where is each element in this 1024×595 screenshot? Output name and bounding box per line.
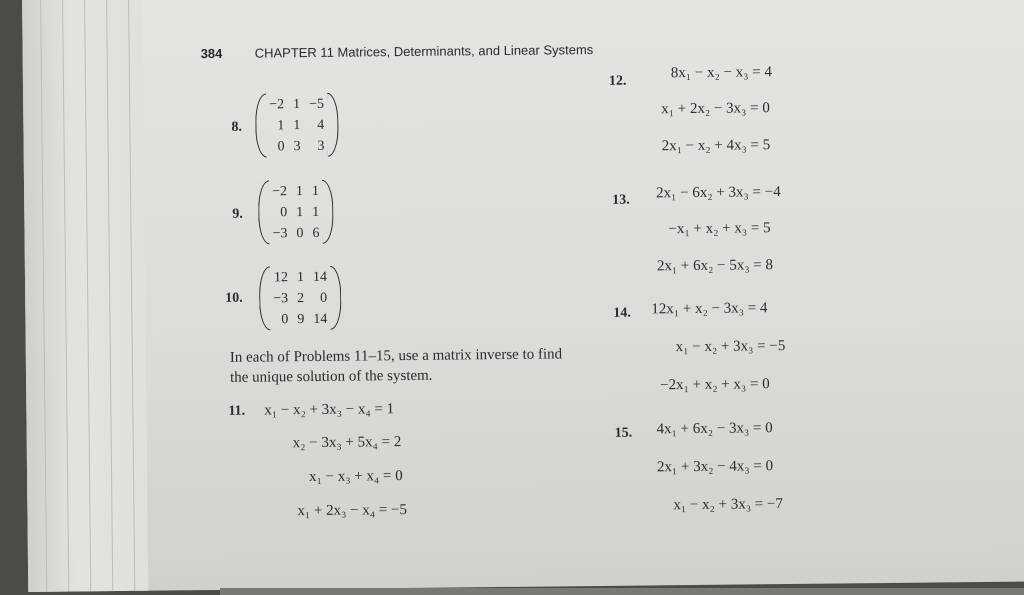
page-bottom-edge	[220, 588, 1024, 595]
matrix-cell: 2	[297, 290, 305, 306]
equation: x₁ − x₂ + 3x₃ = −7	[673, 496, 784, 514]
equation: 2x₁ − 6x₂ + 3x₃ = −4	[656, 184, 781, 202]
textbook-page	[22, 0, 1024, 592]
matrix-cell: 1	[296, 269, 304, 285]
left-paren	[255, 93, 267, 157]
matrix-cell: −3	[272, 225, 288, 241]
problem-9-label: 9.	[232, 206, 243, 222]
page-number: 384	[200, 45, 223, 62]
equation: 2x₁ + 3x₂ − 4x₃ = 0	[656, 458, 774, 476]
matrix-cell: 1	[295, 183, 304, 199]
matrix-cell: −2	[272, 183, 288, 199]
matrix-cell: 14	[312, 269, 327, 285]
matrix-cell: 6	[312, 225, 320, 241]
matrix-cell: 0	[320, 290, 328, 306]
problem-8-label: 8.	[231, 119, 243, 135]
equation: 12x₁ + x₂ − 3x₃ = 4	[651, 300, 768, 318]
matrix-cell: 0	[281, 311, 289, 327]
equation: x₁ − x₃ + x₄ = 0	[309, 468, 403, 486]
problem-12-label: 12.	[608, 73, 627, 89]
matrix-cell: 1	[296, 204, 304, 220]
right-paren	[330, 266, 342, 330]
matrix-cell: 1	[311, 183, 320, 199]
equation: 2x₁ − x₂ + 4x₃ = 5	[661, 137, 771, 155]
matrix-cell: 0	[296, 225, 304, 241]
equation: 2x₁ + 6x₂ − 5x₃ = 8	[656, 257, 774, 275]
equation: −x₁ + x₂ + x₃ = 5	[668, 220, 771, 238]
matrix-cell: −5	[309, 96, 325, 112]
equation: x₁ + 2x₃ − x₄ = −5	[297, 501, 408, 520]
problem-14-label: 14.	[613, 305, 631, 321]
instructions-line-1: In each of Problems 11–15, use a matrix inverse to find	[229, 346, 563, 366]
matrix-cell: 3	[293, 138, 301, 154]
left-paren	[259, 266, 271, 330]
matrix-cell: 0	[277, 138, 285, 154]
equation: x₁ − x₂ + 3x₃ = −5	[675, 338, 786, 356]
problem-13-label: 13.	[612, 192, 630, 208]
matrix-9	[258, 180, 334, 245]
equation: 4x₁ + 6x₂ − 3x₃ = 0	[656, 420, 773, 438]
matrix-cell: −3	[273, 290, 289, 306]
page-gutter	[22, 0, 148, 592]
matrix-cell: 9	[297, 311, 305, 327]
matrix-cell: 14	[313, 311, 328, 327]
right-paren	[322, 180, 334, 244]
matrix-cell: 1	[293, 96, 301, 112]
left-paren	[258, 180, 270, 244]
matrix-8	[255, 93, 338, 158]
problem-10-label: 10.	[225, 290, 243, 306]
instructions	[230, 344, 563, 387]
matrix-cell: 0	[280, 204, 288, 220]
matrix-cell: 1	[293, 117, 301, 133]
problem-11-label: 11.	[228, 403, 246, 419]
equation: −2x₁ + x₂ + x₃ = 0	[660, 376, 770, 394]
matrix-cell: 3	[317, 138, 325, 154]
matrix-cell: 1	[277, 117, 285, 133]
matrix-cell: 12	[273, 269, 288, 285]
chapter-title: CHAPTER 11 Matrices, Determinants, and Linear Systems	[254, 42, 594, 61]
equation: x₂ − 3x₃ + 5x₄ = 2	[292, 434, 402, 452]
matrix-cell: −2	[269, 96, 285, 112]
equation: x₁ − x₂ + 3x₃ − x₄ = 1	[264, 401, 395, 419]
instructions-line-2: the unique solution of the system.	[229, 367, 433, 386]
equation: x₁ + 2x₂ − 3x₃ = 0	[661, 100, 770, 118]
right-paren	[327, 93, 339, 157]
matrix-cell: 4	[317, 117, 325, 133]
equation: 8x₁ − x₂ − x₃ = 4	[670, 64, 773, 82]
matrix-10	[259, 266, 342, 331]
problem-15-label: 15.	[614, 425, 633, 441]
matrix-cell: 1	[312, 204, 320, 220]
